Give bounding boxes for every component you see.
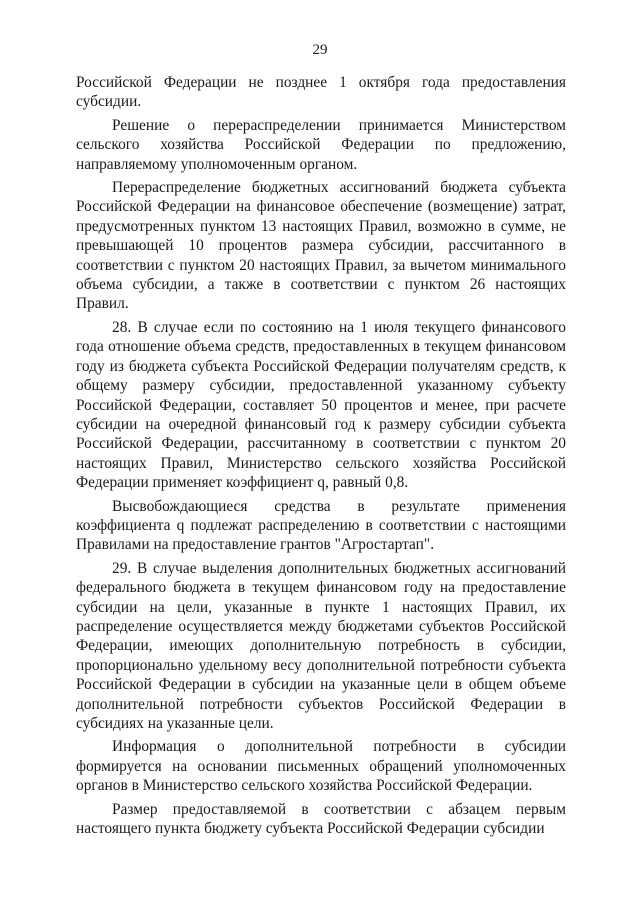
- document-body: [76, 73, 566, 842]
- paragraph: Российской Федерации не позднее 1 октября года предоставления субсидии.: [76, 74, 566, 111]
- page-number: 29: [312, 42, 328, 58]
- paragraph: Решение о перераспределении принимается Министерством сельского хозяйства Российской Федерации по предложению, направляемому уполномоченным органом.: [76, 116, 566, 173]
- paragraph: Перераспределение бюджетных ассигнований бюджета субъекта Российской Федерации на финансовое обеспечение (возмещение) затрат, предусмотренных пунктом 13 настоящих Правил, возможно в сумме, не превышающей 10 процентов размера субсидии, рассчитанного в соответствии с пунктом 20 настоящих Правил, за вычетом минимального объема субсидии, а также в соответствии с пунктом 26 настоящих Правил.: [76, 179, 566, 313]
- paragraph: Размер предоставляемой в соответствии с абзацем первым настоящего пункта бюджету субъекта Российской Федерации субсидии: [76, 800, 566, 838]
- paragraph: 29. В случае выделения дополнительных бюджетных ассигнований федерального бюджета в текущем финансовом году на предоставление субсидии на цели, указанные в пункте 1 настоящих Правил, их распределение осуществляется между бюджетами субъектов Российской Федерации, имеющих дополнительную потребность в субсидии, пропорционально удельному весу дополнительной потребности субъекта Российской Федерации в субсидии на указанные цели в общем объеме дополнительной потребности субъектов Российской Федерации в субсидиях на указанные цели.: [76, 559, 566, 732]
- paragraph: Информация о дополнительной потребности в субсидии формируется на основании письменных обращений уполномоченных органов в Министерство сельского хозяйства Российской Федерации.: [76, 738, 566, 795]
- paragraph: 28. В случае если по состоянию на 1 июля текущего финансового года отношение объема средств, предоставленных в текущем финансовом году из бюджета субъекта Российской Федерации получателям средств, к общему размеру субсидии, предоставленной указанному субъекту Российской Федерации, составляет 50 процентов и менее, при расчете субсидии на очередной финансовый год к размеру субсидии субъекта Российской Федерации, рассчитанному в соответствии с пунктом 20 настоящих Правил, Министерство сельского хозяйства Российской Федерации применяет коэффициент q, равный 0,8.: [76, 318, 566, 492]
- paragraph: Высвобождающиеся средства в результате применения коэффициента q подлежат распределению в соответствии с настоящими Правилами на предоставление грантов "Агростартап".: [76, 497, 566, 554]
